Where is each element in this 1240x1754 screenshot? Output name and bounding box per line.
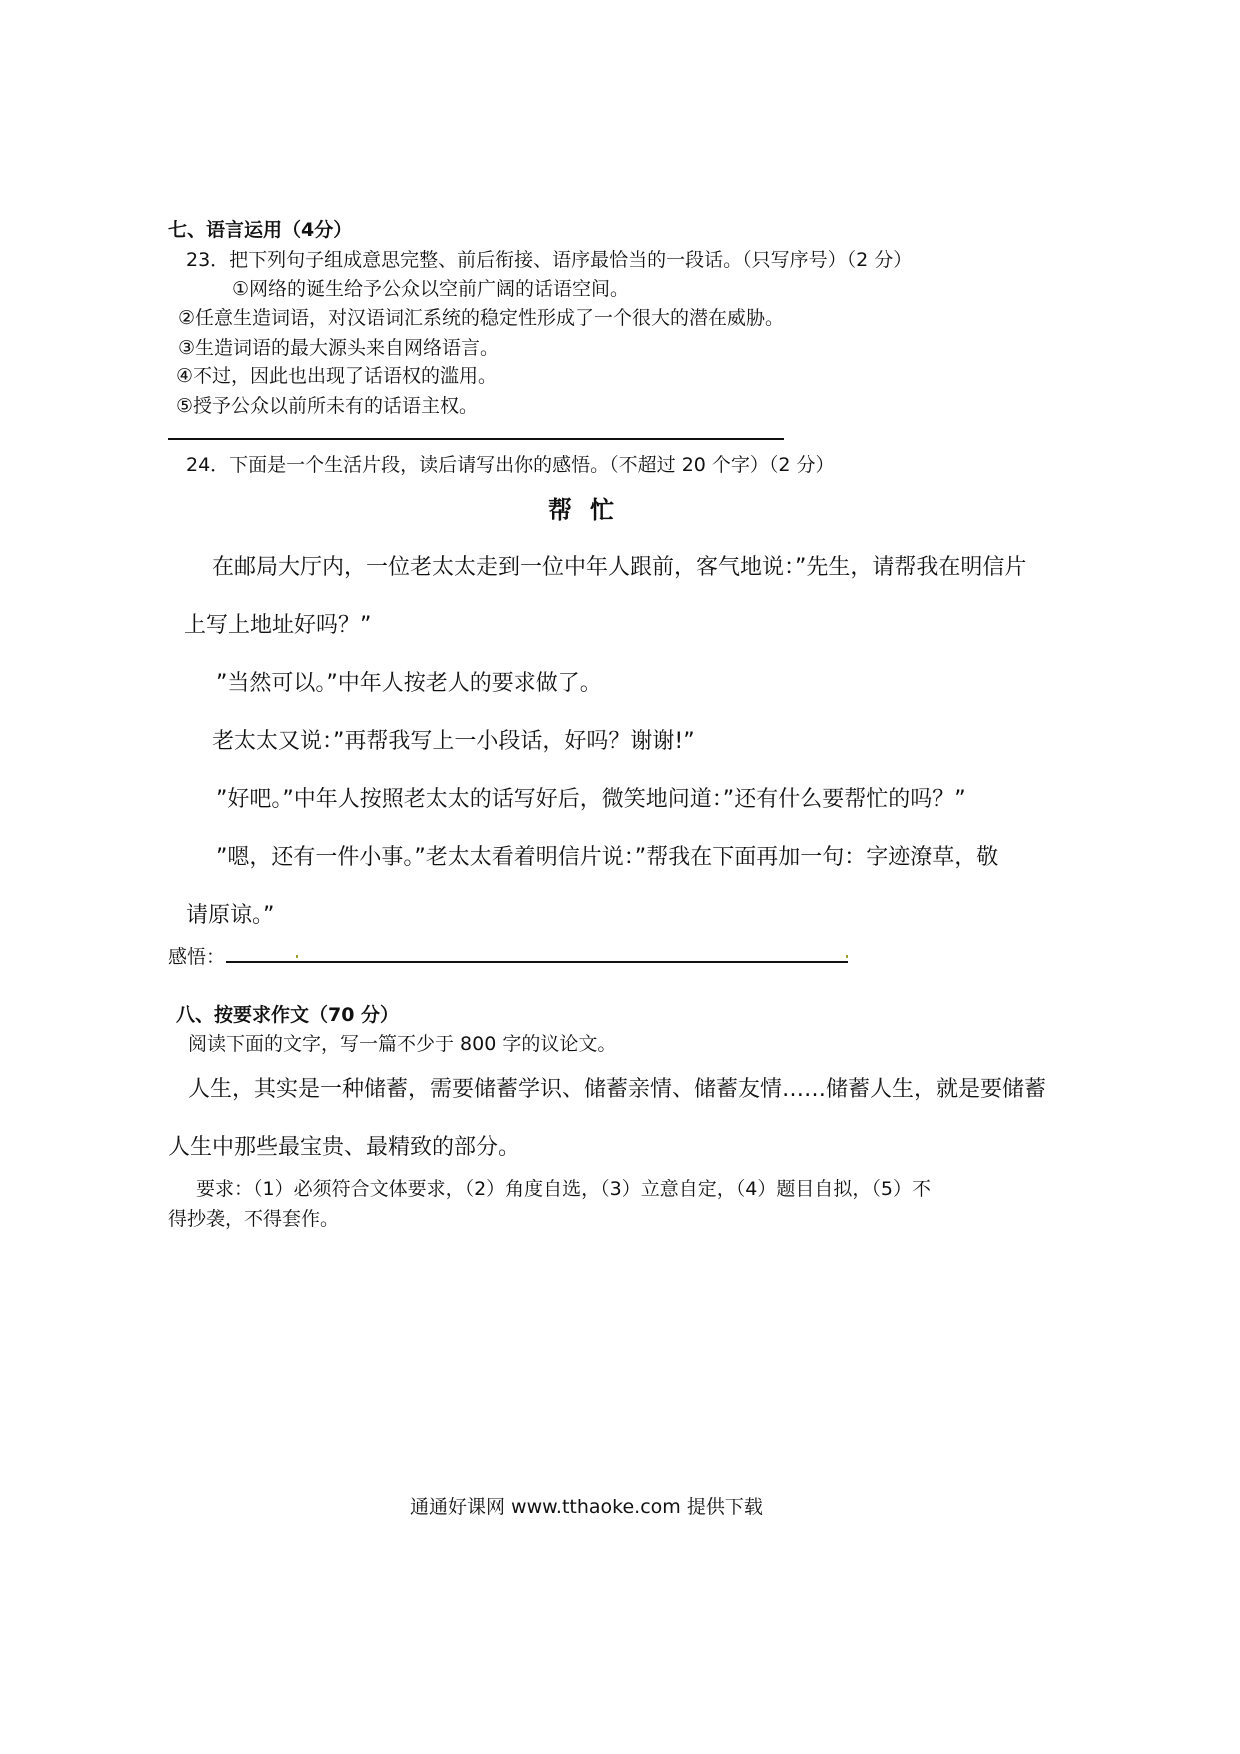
section-7-heading: 七、语言运用（4分）	[168, 219, 353, 241]
q23-item-1: ①网络的诞生给予公众以空前广阔的话语空间。	[232, 278, 630, 300]
essay-quote-line-1: 人生，其实是一种储蓄，需要储蓄学识、储蓄亲情、储蓄友情……储蓄人生，就是要储蓄	[188, 1077, 1047, 1102]
q23-item-3: ③生造词语的最大源头来自网络语言。	[178, 337, 500, 359]
q23-item-5: ⑤授予公众以前所未有的话语主权。	[176, 395, 479, 417]
scan-mark	[296, 955, 298, 958]
question-23-prompt: 23．把下列句子组成意思完整、前后衔接、语序最恰当的一段话。（只写序号）（2 分）	[186, 249, 913, 271]
q23-item-4: ④不过，因此也出现了话语权的滥用。	[176, 365, 498, 387]
story-line-1: 在邮局大厅内，一位老太太走到一位中年人跟前，客气地说：”先生，请帮我在明信片	[212, 555, 1027, 580]
footer-text: 通通好课网 www.tthaoke.com 提供下载	[410, 1496, 763, 1518]
scan-mark	[846, 955, 848, 958]
story-line-5: ”好吧。”中年人按照老太太的话写好后，微笑地问道：”还有什么要帮忙的吗？”	[216, 787, 966, 812]
story-line-7: 请原谅。”	[186, 903, 275, 928]
answer-label: 感悟：	[168, 946, 226, 968]
essay-requirements-line-1: 要求：（1）必须符合文体要求，（2）角度自选，（3）立意自定，（4）题目自拟，（5）不	[196, 1178, 931, 1200]
story-line-4: 老太太又说：”再帮我写上一小段话，好吗？谢谢!”	[212, 729, 695, 754]
story-line-6: ”嗯，还有一件小事。”老太太看着明信片说：”帮我在下面再加一句：字迹潦草，敬	[216, 845, 999, 870]
story-line-3: ”当然可以。”中年人按老人的要求做了。	[216, 671, 602, 696]
story-line-2: 上写上地址好吗？”	[184, 613, 372, 638]
q24-answer-line[interactable]	[226, 961, 848, 963]
essay-requirements-line-2: 得抄袭，不得套作。	[168, 1208, 340, 1230]
story-title: 帮忙	[548, 496, 632, 524]
section-8-heading: 八、按要求作文（70 分）	[176, 1004, 400, 1026]
question-24-prompt: 24．下面是一个生活片段，读后请写出你的感悟。（不超过 20 个字）（2 分）	[186, 454, 835, 476]
q23-answer-line[interactable]	[168, 438, 784, 440]
essay-instruction: 阅读下面的文字，写一篇不少于 800 字的议论文。	[188, 1033, 617, 1055]
q23-item-2: ②任意生造词语，对汉语词汇系统的稳定性形成了一个很大的潜在威胁。	[178, 307, 785, 329]
essay-quote-line-2: 人生中那些最宝贵、最精致的部分。	[168, 1135, 521, 1160]
